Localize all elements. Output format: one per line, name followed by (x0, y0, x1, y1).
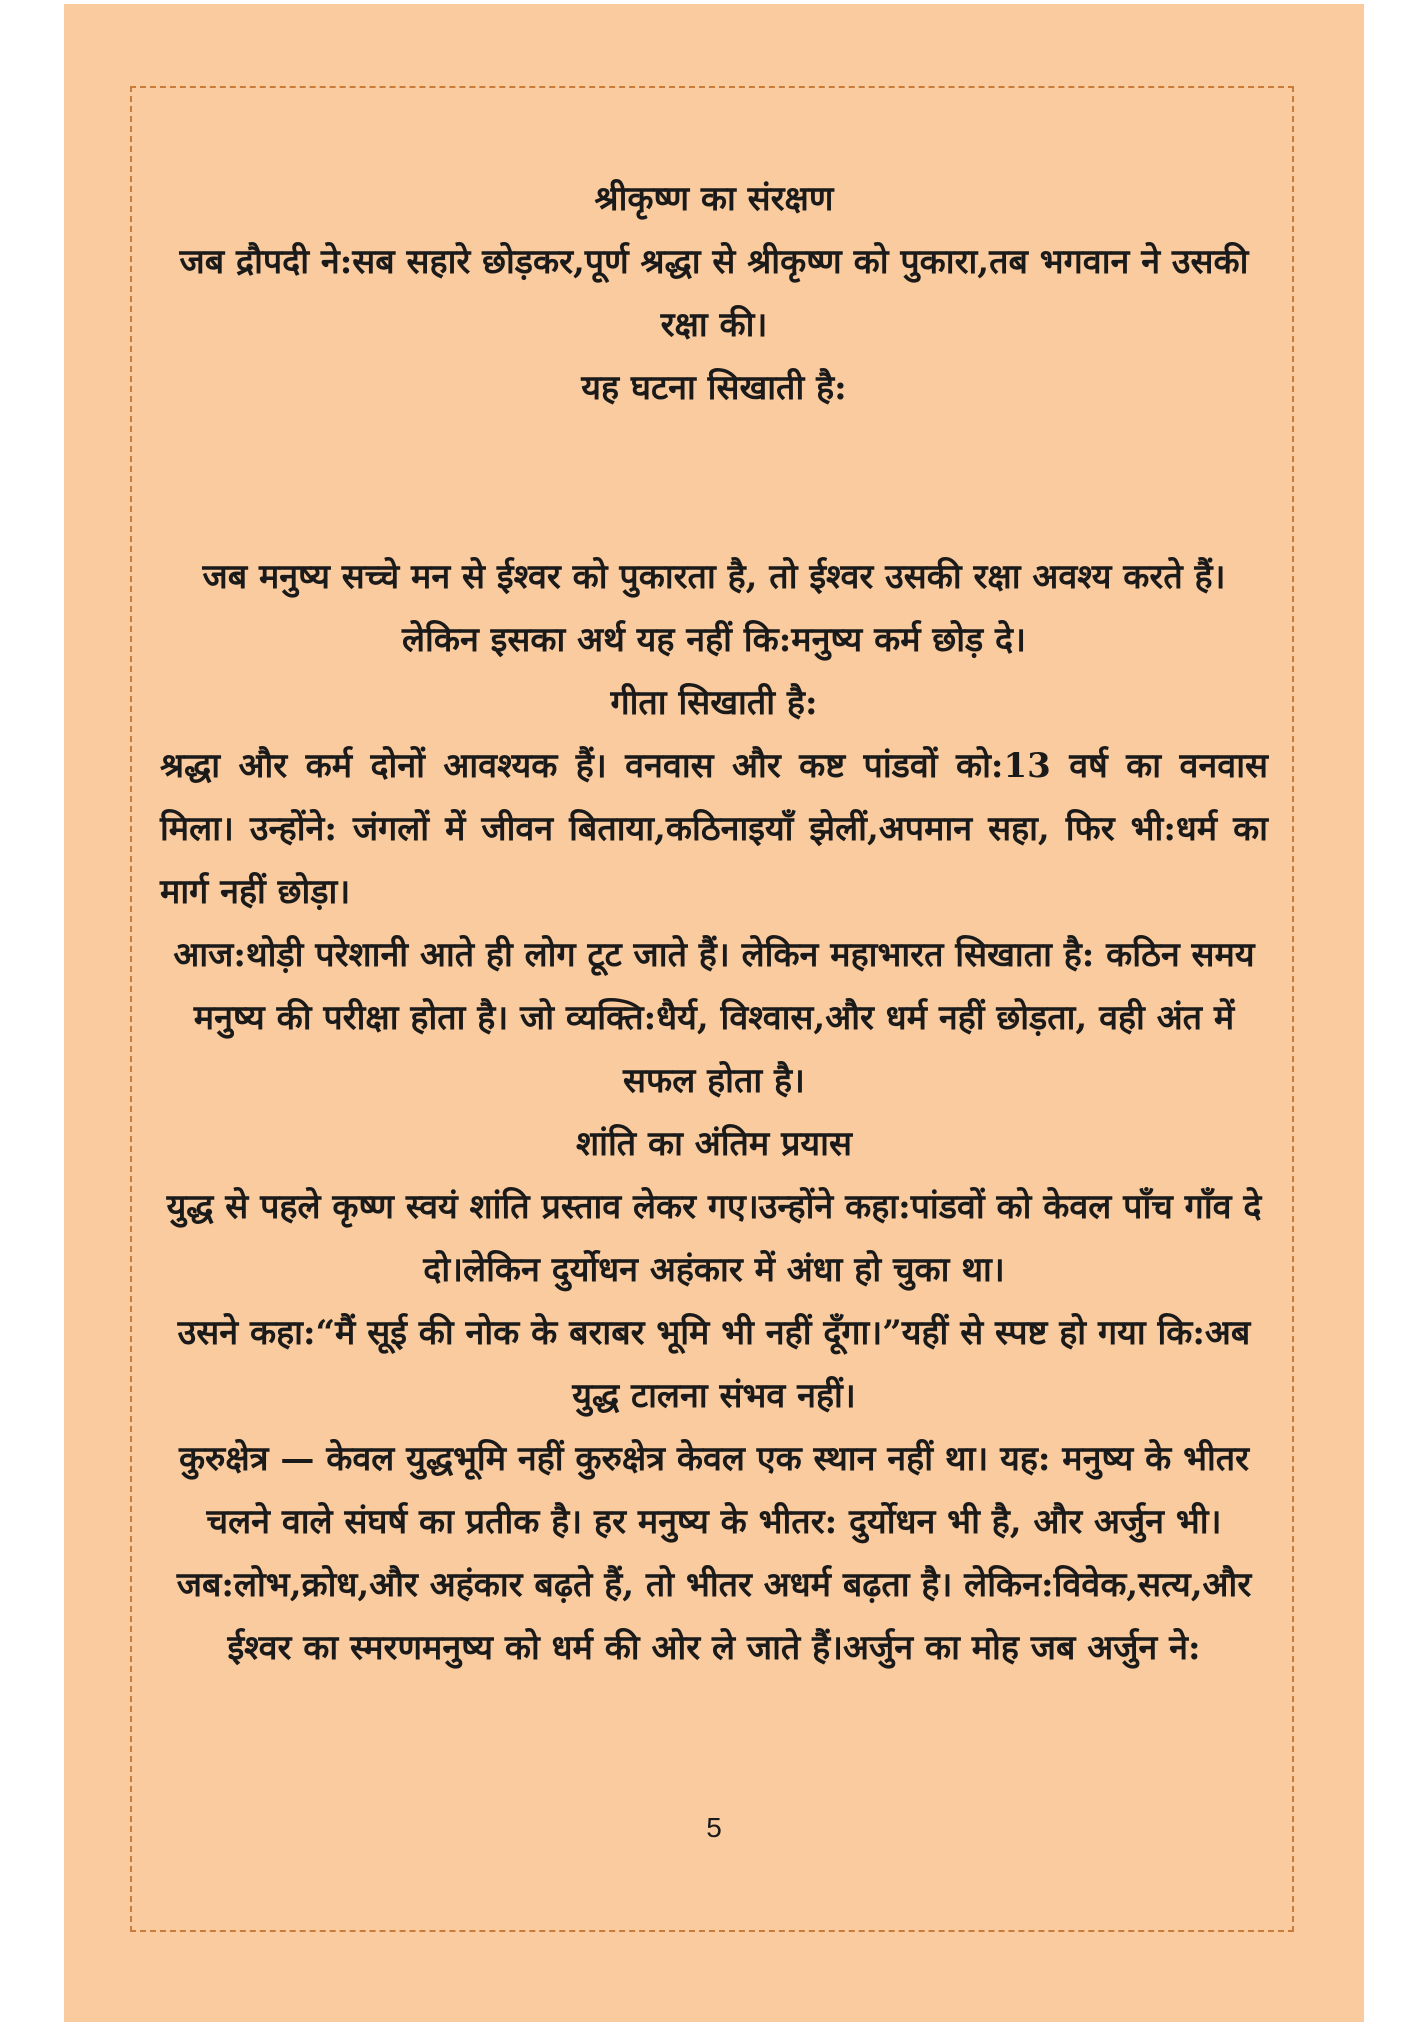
paragraph-call-to-god: जब मनुष्य सच्चे मन से ईश्वर को पुकारता है, तो ईश्वर उसकी रक्षा अवश्य करते हैं। लेकिन इसका अर्थ यह नहीं कि:मनुष्य कर्म छोड़ दे। (202, 557, 1226, 660)
paragraph-patience: आज:थोड़ी परेशानी आते ही लोग टूट जाते हैं। लेकिन महाभारत सिखाता है: कठिन समय मनुष्य की परीक्षा होता है। जो व्यक्ति:धैर्य, विश्वास,और धर्म नहीं छोड़ता, वही अंत में सफल होता है। (173, 935, 1255, 1101)
line-gita-teaches: गीता सिखाती है: (610, 683, 818, 723)
paragraph-faith-and-karma: श्रद्धा और कर्म दोनों आवश्यक हैं। वनवास और कष्ट पांडवों को:13 वर्ष का वनवास मिला। उन्होंने: जंगलों में जीवन बिताया,कठिनाइयाँ झेलीं,अपमान सहा, फिर भी:धर्म का मार्ग नहीं छोड़ा। (160, 746, 1268, 912)
paragraph-draupadi: जब द्रौपदी ने:सब सहारे छोड़कर,पूर्ण श्रद्धा से श्रीकृष्ण को पुकारा,तब भगवान ने उसकी रक्षा की। (179, 242, 1249, 345)
page-number: 5 (706, 1812, 722, 1843)
document-body (160, 168, 1268, 1680)
section-heading-peace-attempt: शांति का अंतिम प्रयास (576, 1124, 852, 1164)
section-heading-krishna-protection: श्रीकृष्ण का संरक्षण (594, 179, 834, 219)
line-event-teaches: यह घटना सिखाती है: (581, 368, 847, 408)
blank-space (160, 420, 1268, 546)
page (64, 4, 1364, 2022)
paragraph-peace-proposal: युद्ध से पहले कृष्ण स्वयं शांति प्रस्ताव लेकर गए।उन्होंने कहा:पांडवों को केवल पाँच गाँव दे दो।लेकिन दुर्योधन अहंकार में अंधा हो चुका था। (166, 1187, 1262, 1290)
paragraph-kurukshetra: कुरुक्षेत्र — केवल युद्धभूमि नहीं कुरुक्षेत्र केवल एक स्थान नहीं था। यह: मनुष्य के भीतर चलने वाले संघर्ष का प्रतीक है। हर मनुष्य के भीतर: दुर्योधन भी है, और अर्जुन भी। जब:लोभ,क्रोध,और अहंकार बढ़ते हैं, तो भीतर अधर्म बढ़ता है। लेकिन:विवेक,सत्य,और ईश्वर का स्मरणमनुष्य को धर्म की ओर ले जाते हैं।अर्जुन का मोह जब अर्जुन ने: (176, 1439, 1252, 1668)
paragraph-duryodhana-refusal: उसने कहा:“मैं सूई की नोक के बराबर भूमि भी नहीं दूँगा।”यहीं से स्पष्ट हो गया कि:अब युद्ध टालना संभव नहीं। (177, 1313, 1251, 1416)
